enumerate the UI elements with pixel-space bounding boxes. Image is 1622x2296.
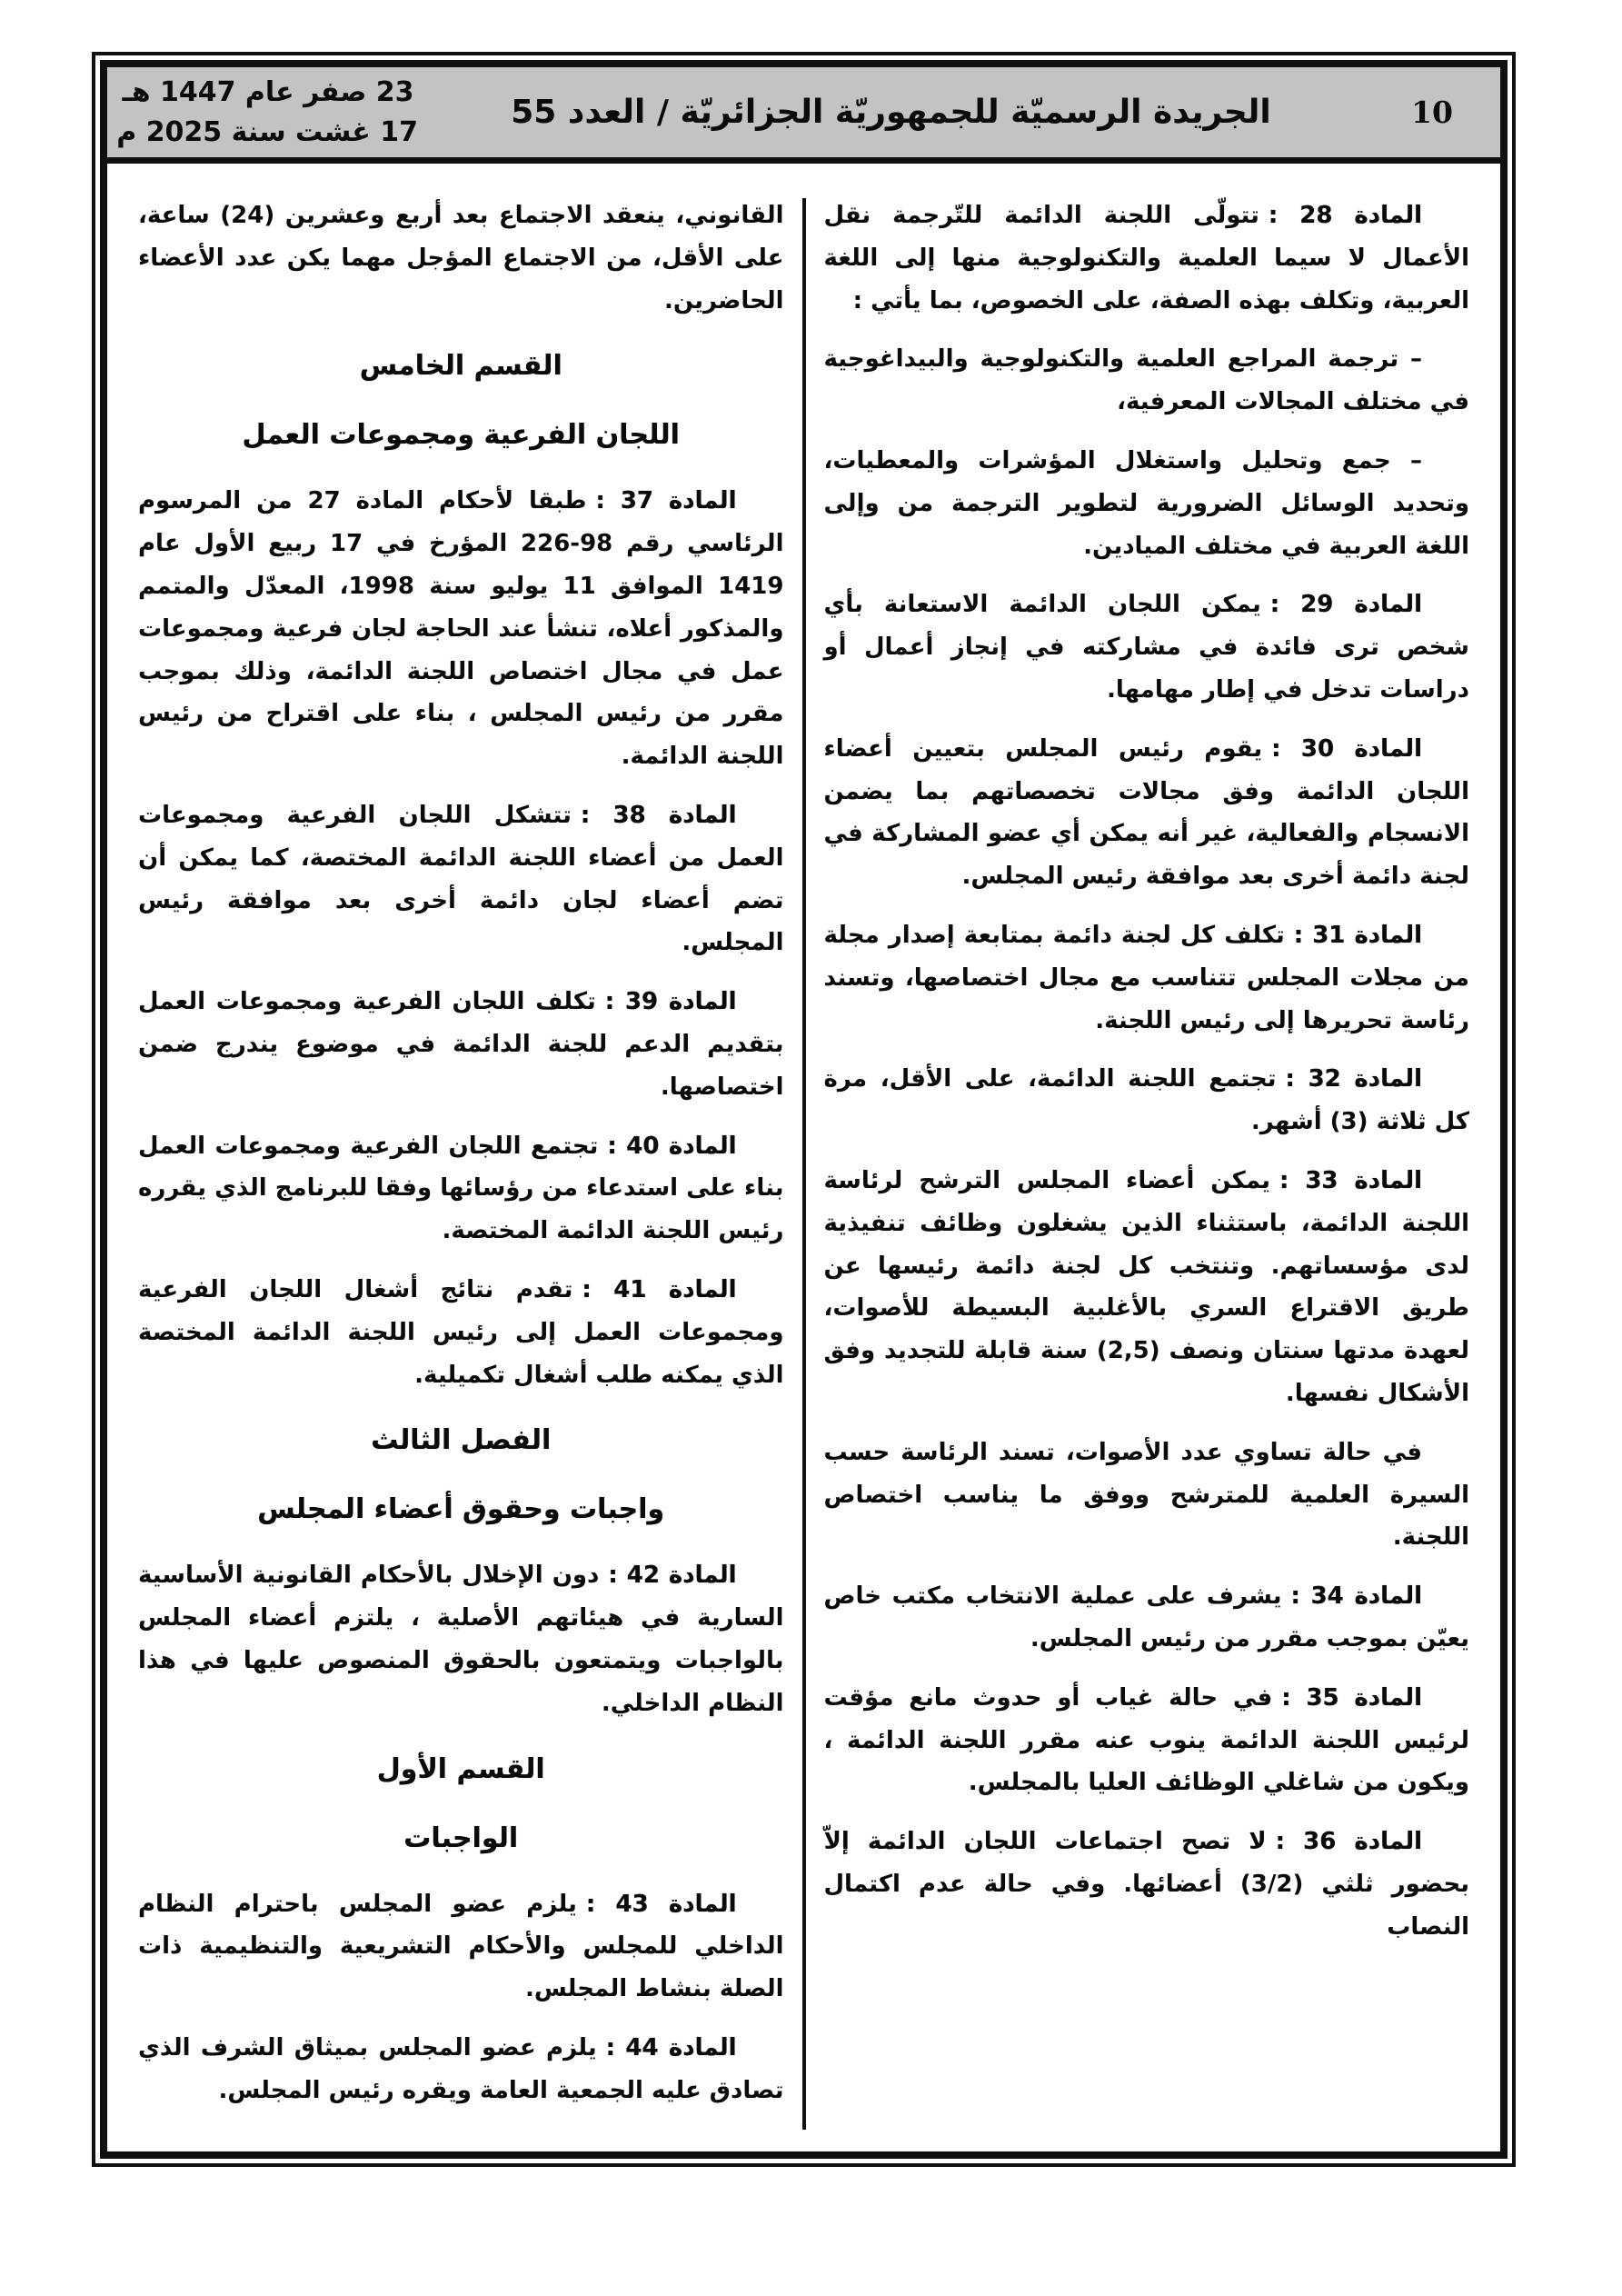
article-33 bbox=[824, 1160, 1470, 1415]
heading-duties: الواجبات bbox=[403, 1822, 519, 1854]
article-31 bbox=[824, 914, 1470, 1042]
hijri-date: 23 صفر عام 1447 هـ bbox=[122, 76, 414, 108]
article-34-label: المادة 34 : bbox=[1290, 1582, 1423, 1611]
article-32 bbox=[824, 1058, 1470, 1143]
article-34-text: يشرف على عملية الانتخاب مكتب خاص يعيّن بموجب مقرر من رئيس المجلس. bbox=[823, 1582, 1469, 1652]
article-39 bbox=[138, 981, 784, 1108]
article-42-text: دون الإخلال بالأحكام القانونية الأساسية السارية في هيئاتهم الأصلية ، يلتزم أعضاء المجلس بالواجبات ويتمتعون بالحقوق المنصوص عليها في هذا النظام الداخلي. bbox=[138, 1562, 784, 1717]
article-35-text: في حالة غياب أو حدوث مانع مؤقت لرئيس اللجنة الدائمة ينوب عنه مقرر اللجنة الدائمة ، ويكون من شاغلي الوظائف العليا بالمجلس. bbox=[823, 1683, 1469, 1797]
heading-section-one: القسم الأول bbox=[376, 1752, 545, 1785]
article-41-label: المادة 41 : bbox=[582, 1275, 737, 1303]
continued-paragraph bbox=[138, 195, 784, 322]
article-38-text: تتشكل اللجان الفرعية ومجموعات العمل من أعضاء اللجنة الدائمة المختصة، كما يمكن أن تضم أعضاء لجان دائمة أخرى بعد موافقة رئيس المجلس. bbox=[138, 801, 784, 957]
article-29 bbox=[824, 584, 1470, 711]
article-43-text: يلزم عضو المجلس باحترام النظام الداخلي للمجلس والأحكام التشريعية والتنظيمية ذات الصلة بنشاط المجلس. bbox=[138, 1890, 784, 2003]
article-40-text: تجتمع اللجان الفرعية ومجموعات العمل بناء على استدعاء من رؤسائها وفقا للبرنامج الذي يقرره رئيس اللجنة الدائمة المختصة. bbox=[138, 1132, 784, 1245]
heading-subcommittees: اللجان الفرعية ومجموعات العمل bbox=[242, 419, 680, 452]
article-32-label: المادة 32 : bbox=[1285, 1065, 1422, 1093]
dash-item-2-text: – جمع وتحليل واستغلال المؤشرات والمعطيات، وتحديد الوسائل الضرورية لتطوير الترجمة من وإلى اللغة العربية في مختلف الميادين. bbox=[823, 446, 1469, 560]
column-right bbox=[810, 195, 1485, 2144]
column-divider bbox=[802, 198, 806, 2130]
header-band bbox=[107, 67, 1500, 164]
continued-text: القانوني، ينعقد الاجتماع بعد أربع وعشرين (24) ساعة، على الأقل، من الاجتماع المؤجل مهما يكن عدد الأعضاء الحاضرين. bbox=[138, 202, 784, 314]
header-dates bbox=[118, 73, 418, 152]
columns-area bbox=[107, 164, 1500, 2151]
article-42-label: المادة 42 : bbox=[608, 1562, 737, 1590]
article-31-label: المادة 31 : bbox=[1293, 921, 1422, 949]
dash-item-2 bbox=[824, 440, 1470, 567]
article-41 bbox=[138, 1269, 784, 1396]
article-33-text: يمكن أعضاء المجلس الترشح لرئاسة اللجنة الدائمة، باستثناء الذين يشغلون وظائف تنفيذية لدى مؤسساتهم. وتنتخب كل لجنة دائمة رئيسها عن طريق الاقتراع السري بالأغلبية البسيطة للأصوات، لعهدة مدتها سنتان ونصف (2,5) سنة قابلة للتجديد وفق الأشكال نفسها. bbox=[823, 1166, 1469, 1407]
article-35 bbox=[824, 1677, 1470, 1804]
article-28 bbox=[824, 195, 1470, 322]
article-40 bbox=[138, 1125, 784, 1253]
article-42 bbox=[138, 1554, 784, 1724]
article-36-label: المادة 36 : bbox=[1275, 1828, 1422, 1856]
article-34 bbox=[824, 1575, 1470, 1661]
article-28-label: المادة 28 : bbox=[1268, 202, 1422, 229]
heading-section-five: القسم الخامس bbox=[359, 350, 562, 383]
article-44 bbox=[138, 2027, 784, 2112]
tie-break-paragraph bbox=[824, 1432, 1470, 1559]
article-39-label: المادة 39 : bbox=[604, 988, 737, 1016]
article-32-text: تجتمع اللجنة الدائمة، على الأقل، مرة كل ثلاثة (3) أشهر. bbox=[823, 1065, 1469, 1136]
article-30-label: المادة 30 : bbox=[1271, 734, 1422, 763]
article-38-label: المادة 38 : bbox=[580, 801, 737, 829]
tie-break-text: في حالة تساوي عدد الأصوات، تسند الرئاسة حسب السيرة العلمية للمترشح ووفق ما يناسب اختصاص اللجنة. bbox=[823, 1438, 1469, 1552]
article-30-text: يقوم رئيس المجلس بتعيين أعضاء اللجان الدائمة وفق مجالات تخصصاتهم بما يضمن الانسجام والفعالية، غير أنه يمكن أي عضو المشاركة في لجنة دائمة أخرى بعد موافقة رئيس المجلس. bbox=[823, 734, 1469, 891]
article-35-label: المادة 35 : bbox=[1281, 1683, 1422, 1712]
article-44-label: المادة 44 : bbox=[605, 2033, 737, 2061]
article-43 bbox=[138, 1883, 784, 2011]
article-37 bbox=[138, 480, 784, 778]
article-37-text: طبقا لأحكام المادة 27 من المرسوم الرئاسي رقم 98-226 المؤرخ في 17 ربيع الأول عام 1419 الموافق 11 يوليو سنة 1998، المعدّل والمتمم والمذكور أعلاه، تنشأ عند الحاجة لجان فرعية ومجموعات عمل في مجال اختصاص اللجنة الدائمة، وذلك بموجب مقرر من رئيس المجلس ، بناء على اقتراح من رئيس اللجنة الدائمة. bbox=[138, 487, 784, 771]
article-29-label: المادة 29 : bbox=[1269, 591, 1422, 619]
page-frame-inner bbox=[100, 60, 1508, 2159]
article-44-text: يلزم عضو المجلس بميثاق الشرف الذي تصادق عليه الجمعية العامة ويقره رئيس المجلس. bbox=[138, 2033, 784, 2104]
article-39-text: تكلف اللجان الفرعية ومجموعات العمل بتقديم الدعم للجنة الدائمة في موضوع يندرج ضمن اختصاصها. bbox=[138, 988, 784, 1101]
article-41-text: تقدم نتائج أشغال اللجان الفرعية ومجموعات العمل إلى رئيس اللجنة الدائمة المختصة الذي يمكنه طلب أشغال تكميلية. bbox=[138, 1275, 784, 1389]
page-number: 10 bbox=[1411, 95, 1453, 130]
article-36 bbox=[824, 1821, 1470, 1948]
heading-duties-rights: واجبات وحقوق أعضاء المجلس bbox=[257, 1493, 665, 1526]
article-28-text: تتولّى اللجنة الدائمة للتّرجمة نقل الأعمال لا سيما العلمية والتكنولوجية منها إلى اللغة العربية، وتكلف بهذه الصفة، على الخصوص، بما يأتي : bbox=[823, 202, 1469, 314]
article-36-text: لا تصح اجتماعات اللجان الدائمة إلاّ بحضور ثلثي (3/2) أعضائها. وفي حالة عدم اكتمال النصاب bbox=[823, 1828, 1469, 1941]
article-43-label: المادة 43 : bbox=[585, 1890, 737, 1918]
article-31-text: تكلف كل لجنة دائمة بمتابعة إصدار مجلة من مجلات المجلس تتناسب مع مجال اختصاصها، وتسند رئاسة تحريرها إلى رئيس اللجنة. bbox=[823, 921, 1469, 1034]
article-38 bbox=[138, 794, 784, 964]
column-left bbox=[124, 195, 799, 2144]
article-30 bbox=[824, 728, 1470, 898]
article-29-text: يمكن اللجان الدائمة الاستعانة بأي شخص ترى فائدة في مشاركته في إنجاز أعمال أو دراسات تدخل في إطار مهامها. bbox=[823, 591, 1469, 704]
dash-item-1 bbox=[824, 338, 1470, 424]
heading-chapter-three: الفصل الثالث bbox=[371, 1424, 552, 1457]
article-37-label: المادة 37 : bbox=[595, 487, 737, 515]
gazette-title: الجريدة الرسميّة للجمهوريّة الجزائريّة / العدد 55 bbox=[511, 94, 1271, 131]
dash-item-1-text: – ترجمة المراجع العلمية والتكنولوجية والبيداغوجية في مختلف المجالات المعرفية، bbox=[823, 345, 1469, 416]
article-40-label: المادة 40 : bbox=[607, 1132, 737, 1160]
gregorian-date: 17 غشت سنة 2025 م bbox=[116, 115, 418, 148]
page-frame bbox=[92, 52, 1516, 2167]
article-33-label: المادة 33 : bbox=[1279, 1166, 1422, 1194]
